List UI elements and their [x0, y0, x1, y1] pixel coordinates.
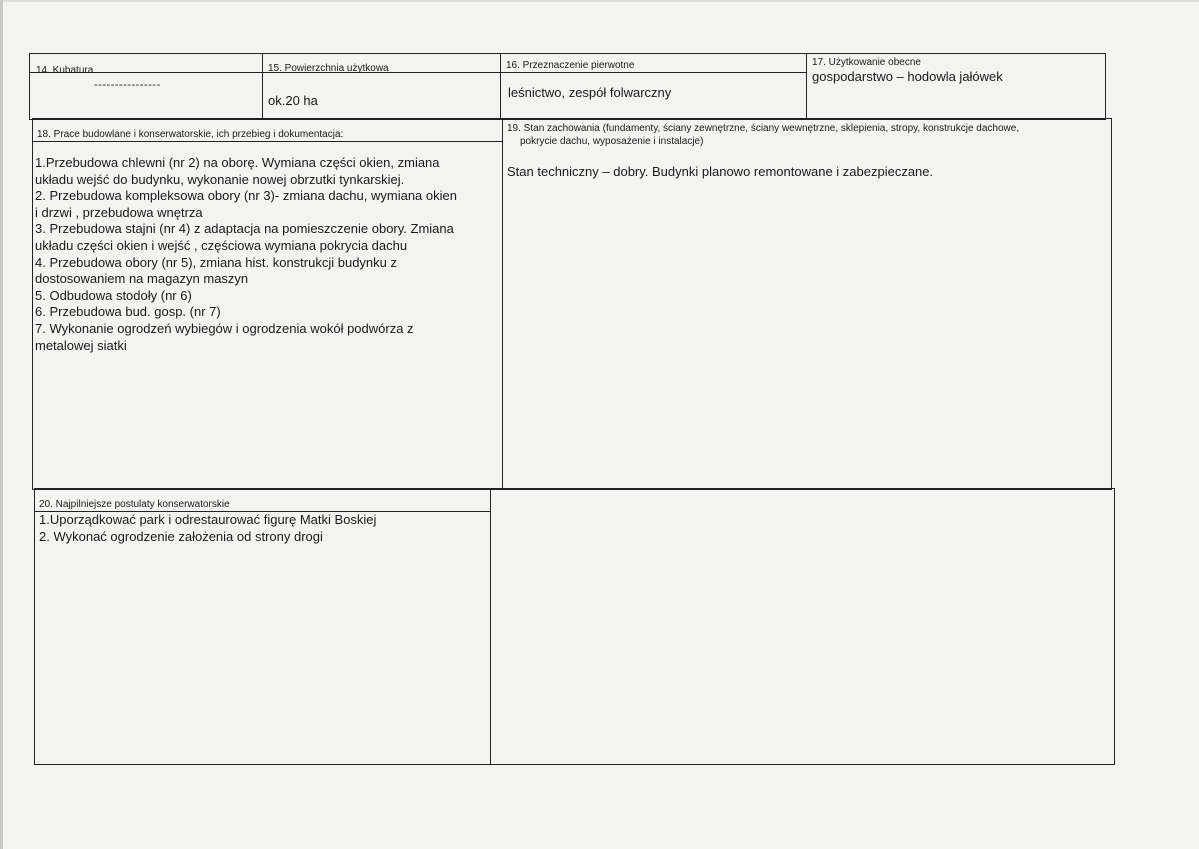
field-20-content — [39, 511, 509, 545]
field-18-line: układu części okien i wejść , częściowa wymiana pokrycia dachu — [35, 237, 408, 253]
field-17-value: gospodarstwo – hodowla jałówek — [812, 69, 1003, 84]
field-18-line: 6. Przebudowa bud. gosp. (nr 7) — [35, 304, 221, 320]
field-18-line: 7. Wykonanie ogrodzeń wybiegów i ogrodzenia wokół podwórza z — [35, 320, 414, 336]
field-20-label: 20. Najpilniejsze postulaty konserwatorskie — [39, 499, 230, 510]
field-17-label: 17. Użytkowanie obecne — [812, 57, 921, 68]
field-18-line: i drzwi , przebudowa wnętrza — [35, 204, 203, 220]
field-16-label: 16. Przeznaczenie pierwotne — [506, 60, 635, 71]
field-16-value: leśnictwo, zespół folwarczny — [508, 85, 672, 100]
field-18-line: 3. Przebudowa stajni (nr 4) z adaptacja na pomieszczenie obory. Zmiana — [35, 221, 454, 237]
field-19-value: Stan techniczny – dobry. Budynki planowo remontowane i zabezpieczane. — [507, 164, 934, 179]
field-20-line: 1.Uporządkować park i odrestaurować figurę Matki Boskiej — [39, 512, 377, 527]
field-18-line: układu wejść do budynku, wykonanie nowej obrzutki tynkarskiej. — [35, 171, 405, 187]
field-18-line: 1.Przebudowa chlewni (nr 2) na oborę. Wymiana części okien, zmiana — [35, 155, 440, 170]
field-14-value: ---------------- — [94, 79, 161, 91]
top-row-header-rule-left — [29, 72, 806, 73]
field-18-line: dostosowaniem na magazyn maszyn — [35, 271, 249, 287]
field-19-label-line2: pokrycie dachu, wyposażenie i instalacje) — [520, 136, 704, 147]
scan-edge-left — [0, 0, 3, 849]
field-19-label-line1: 19. Stan zachowania (fundamenty, ściany zewnętrzne, ściany wewnętrzne, sklepienia, stropy, konstrukcje dachowe, — [507, 123, 1020, 134]
field-18-line: 2. Przebudowa kompleksowa obory (nr 3)- zmiana dachu, wymiana okien — [35, 188, 457, 204]
field-15-value: ok.20 ha — [268, 93, 318, 108]
field-18-content — [35, 155, 505, 354]
field-18-line: 4. Przebudowa obory (nr 5), zmiana hist. konstrukcji budynku z — [35, 254, 398, 270]
field-18-header-rule — [32, 141, 502, 142]
top-row-divider-3 — [806, 53, 807, 120]
top-row-divider-1 — [262, 53, 263, 120]
field-18-line: 5. Odbudowa stodoły (nr 6) — [35, 287, 192, 303]
field-20-line: 2. Wykonać ogrodzenie założenia od strony drogi — [39, 529, 323, 544]
field-18-label: 18. Prace budowlane i konserwatorskie, ich przebieg i dokumentacja: — [37, 129, 344, 140]
scan-edge-top — [0, 0, 1199, 2]
top-row-divider-2 — [500, 53, 501, 120]
field-14-label: 14. Kubatura — [36, 65, 94, 76]
field-15-label: 15. Powierzchnia użytkowa — [268, 63, 389, 74]
field-18-line: metalowej siatki — [35, 337, 127, 353]
